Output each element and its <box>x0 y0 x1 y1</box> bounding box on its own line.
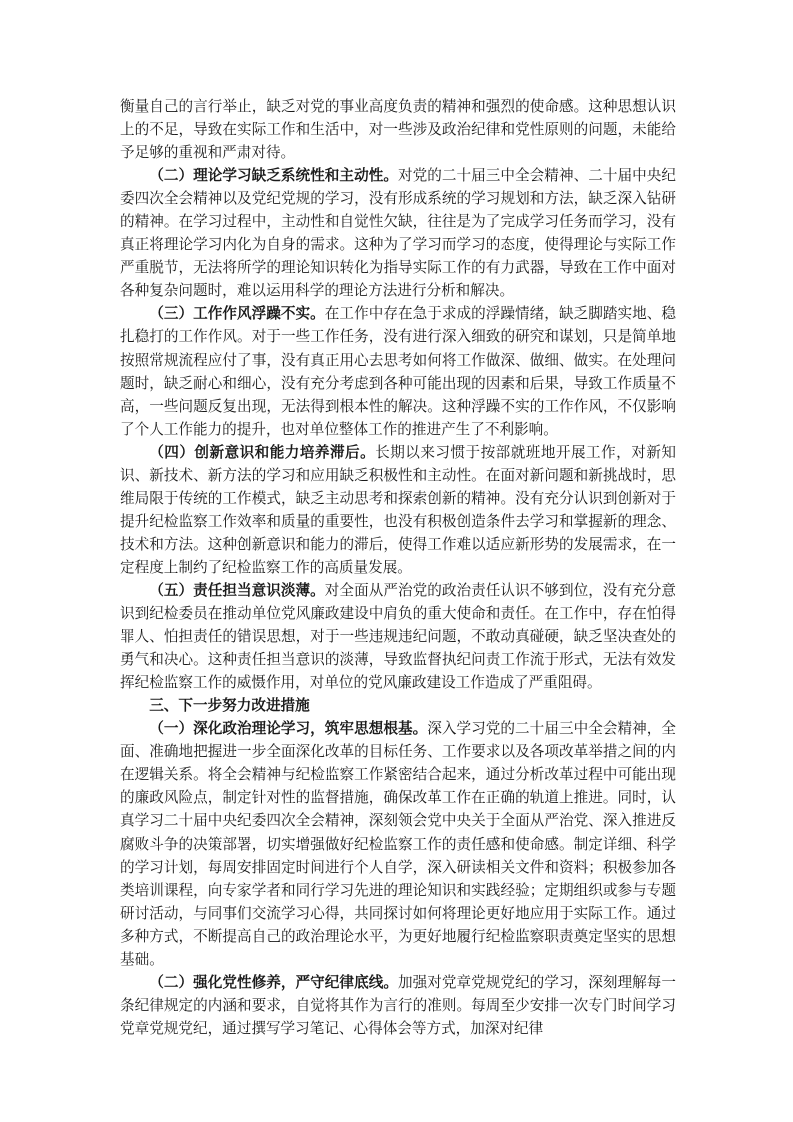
paragraph-text: 长期以来习惯于按部就班地开展工作，对新知识、新技术、新方法的学习和应用缺乏积极性和主动性。在面对新问题和新挑战时，思维局限于传统的工作模式，缺乏主动思考和探索创新的精神。没有充分认识到创新对于提升纪检监察工作效率和质量的重要性，也没有积极创造条件去学习和掌握新的理念、技术和方法。这种创新意识和能力的滞后，使得工作难以适应新形势的发展需求，在一定程度上制约了纪检监察工作的高质量发展。 <box>120 443 676 576</box>
paragraph-work-style <box>120 302 676 440</box>
document-page <box>120 95 676 1040</box>
paragraph-theory-study <box>120 164 676 302</box>
paragraph-lead: （一）深化政治理论学习，筑牢思想根基。 <box>149 720 428 738</box>
paragraph-text: 深入学习党的二十届三中全会精神，全面、准确地把握进一步全面深化改革的目标任务、工作要求以及各项改革举措之间的内在逻辑关系。将全会精神与纪检监察工作紧密结合起来，通过分析改革过程中可能出现的廉政风险点，制定针对性的监督措施，确保改革工作在正确的轨道上推进。同时，认真学习二十届中央纪委四次全会精神，深刻领会党中央关于全面从严治党、深入推进反腐败斗争的决策部署，切实增强做好纪检监察工作的责任感和使命感。制定详细、科学的学习计划，每周安排固定时间进行个人自学，深入研读相关文件和资料；积极参加各类培训课程，向专家学者和同行学习先进的理论知识和实践经验；定期组织或参与专题研讨活动，与同事们交流学习心得，共同探讨如何将理论更好地应用于实际工作。通过多种方式，不断提高自己的政治理论水平，为更好地履行纪检监察职责奠定坚实的思想基础。 <box>120 720 676 968</box>
paragraph-lead: （二）理论学习缺乏系统性和主动性。 <box>149 167 398 185</box>
paragraph-text: 在工作中存在急于求成的浮躁情绪，缺乏脚踏实地、稳扎稳打的工作作风。对于一些工作任务，没有进行深入细致的研究和谋划，只是简单地按照常规流程应付了事，没有真正用心去思考如何将工作做深、做细、做实。在处理问题时，缺乏耐心和细心，没有充分考虑到各种可能出现的因素和后果，导致工作质量不高，一些问题反复出现，无法得到根本性的解决。这种浮躁不实的工作作风，不仅影响了个人工作能力的提升，也对单位整体工作的推进产生了不利影响。 <box>120 305 676 438</box>
paragraph-text: 衡量自己的言行举止，缺乏对党的事业高度负责的精神和强烈的使命感。这种思想认识上的不足，导致在实际工作和生活中，对一些涉及政治纪律和党性原则的问题，未能给予足够的重视和严肃对待。 <box>120 98 676 162</box>
paragraph-lead: （二）强化党性修养，严守纪律底线。 <box>149 973 398 991</box>
paragraph-responsibility <box>120 579 676 694</box>
paragraph-political-study <box>120 717 676 971</box>
paragraph-lead: （四）创新意识和能力培养滞后。 <box>149 443 376 461</box>
paragraph-party-discipline <box>120 971 676 1040</box>
paragraph-lead: （三）工作作风浮躁不实。 <box>149 305 325 323</box>
section-heading: 三、下一步努力改进措施 <box>149 697 310 715</box>
paragraph-text: 对全面从严治党的政治责任认识不够到位，没有充分意识到纪检委员在推动单位党风廉政建设中肩负的重大使命和责任。在工作中，存在怕得罪人、怕担责任的错误思想，对于一些违规违纪问题，不敢动真碰硬，缺乏坚决查处的勇气和决心。这种责任担当意识的淡薄，导致监督执纪问责工作流于形式，无法有效发挥纪检监察工作的威慑作用，对单位的党风廉政建设工作造成了严重阻碍。 <box>120 581 676 692</box>
paragraph-text: 加强对党章党规党纪的学习，深刻理解每一条纪律规定的内涵和要求，自觉将其作为言行的准则。每周至少安排一次专门时间学习党章党规党纪，通过撰写学习笔记、心得体会等方式，加深对纪律 <box>120 973 676 1037</box>
paragraph-text: 对党的二十届三中全会精神、二十届中央纪委四次全会精神以及党纪党规的学习，没有形成系统的学习规划和方法，缺乏深入钻研的精神。在学习过程中，主动性和自觉性欠缺，往往是为了完成学习任务而学习，没有真正将理论学习内化为自身的需求。这种为了学习而学习的态度，使得理论与实际工作严重脱节，无法将所学的理论知识转化为指导实际工作的有力武器，导致在工作中面对各种复杂问题时，难以运用科学的理论方法进行分析和解决。 <box>120 167 676 300</box>
paragraph-lead: （五）责任担当意识淡薄。 <box>149 581 325 599</box>
paragraph-innovation <box>120 441 676 579</box>
paragraph-continued <box>120 95 676 164</box>
